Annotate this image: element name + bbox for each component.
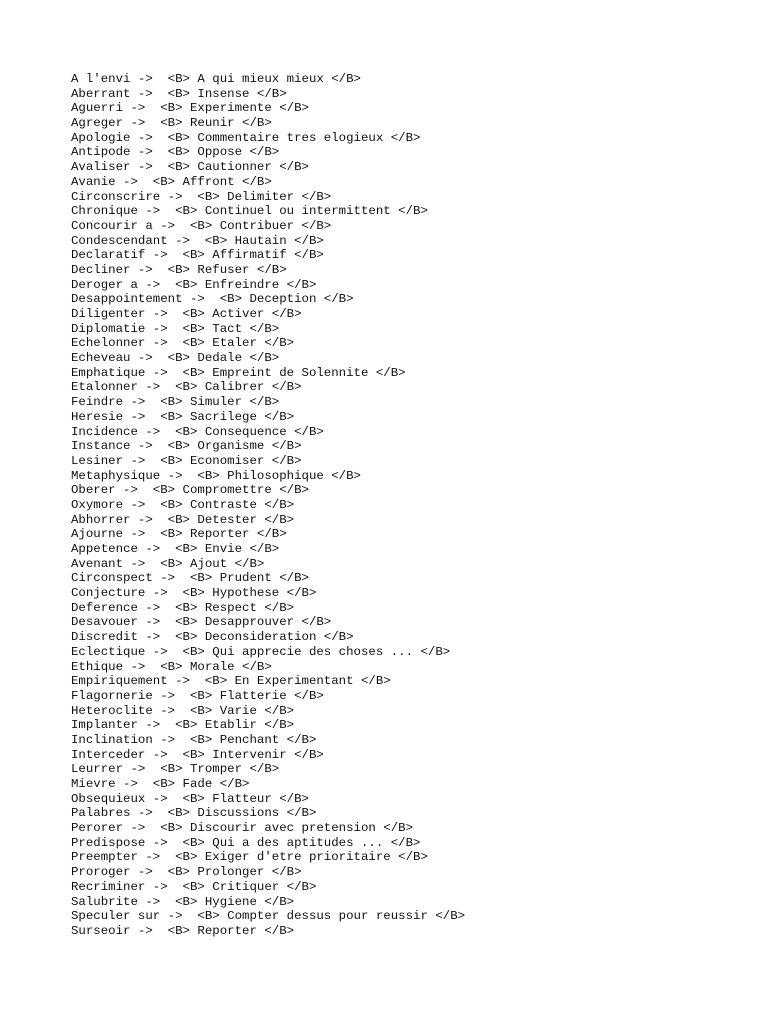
glossary-line: Inclination -> <B> Penchant </B> bbox=[71, 732, 317, 747]
glossary-list bbox=[71, 72, 751, 939]
glossary-line: Agreger -> <B> Reunir </B> bbox=[71, 116, 272, 131]
glossary-line: Aberrant -> <B> Insense </B> bbox=[71, 86, 287, 101]
glossary-line: Instance -> <B> Organisme </B> bbox=[71, 439, 302, 454]
glossary-line: Eclectique -> <B> Qui apprecie des choses ... </B> bbox=[71, 644, 451, 659]
glossary-line: Abhorrer -> <B> Detester </B> bbox=[71, 512, 295, 527]
glossary-line: Ethique -> <B> Morale </B> bbox=[71, 659, 272, 674]
glossary-line: Flagornerie -> <B> Flatterie </B> bbox=[71, 688, 324, 703]
glossary-line: Avenant -> <B> Ajout </B> bbox=[71, 556, 265, 571]
glossary-line: Surseoir -> <B> Reporter </B> bbox=[71, 923, 295, 938]
glossary-line: Aguerri -> <B> Experimente </B> bbox=[71, 101, 309, 116]
glossary-line: Desavouer -> <B> Desapprouver </B> bbox=[71, 615, 332, 630]
glossary-line: Circonscrire -> <B> Delimiter </B> bbox=[71, 189, 332, 204]
glossary-line: Emphatique -> <B> Empreint de Solennite </B> bbox=[71, 365, 406, 380]
glossary-line: Speculer sur -> <B> Compter dessus pour reussir </B> bbox=[71, 909, 466, 924]
glossary-line: Lesiner -> <B> Economiser </B> bbox=[71, 453, 302, 468]
glossary-line: A l'envi -> <B> A qui mieux mieux </B> bbox=[71, 72, 361, 86]
glossary-line: Leurrer -> <B> Tromper </B> bbox=[71, 762, 280, 777]
glossary-line: Interceder -> <B> Intervenir </B> bbox=[71, 747, 324, 762]
glossary-line: Implanter -> <B> Etablir </B> bbox=[71, 718, 295, 733]
glossary-line: Proroger -> <B> Prolonger </B> bbox=[71, 865, 302, 880]
glossary-line: Diplomatie -> <B> Tact </B> bbox=[71, 321, 280, 336]
glossary-line: Apologie -> <B> Commentaire tres elogieux </B> bbox=[71, 130, 421, 145]
glossary-line: Feindre -> <B> Simuler </B> bbox=[71, 395, 280, 410]
glossary-line: Obsequieux -> <B> Flatteur </B> bbox=[71, 791, 309, 806]
glossary-line: Ajourne -> <B> Reporter </B> bbox=[71, 527, 287, 542]
glossary-line: Heresie -> <B> Sacrilege </B> bbox=[71, 409, 295, 424]
glossary-line: Incidence -> <B> Consequence </B> bbox=[71, 424, 324, 439]
glossary-line: Declaratif -> <B> Affirmatif </B> bbox=[71, 248, 324, 263]
glossary-line: Avanie -> <B> Affront </B> bbox=[71, 174, 272, 189]
glossary-line: Avaliser -> <B> Cautionner </B> bbox=[71, 160, 309, 175]
glossary-line: Preempter -> <B> Exiger d'etre prioritaire </B> bbox=[71, 850, 428, 865]
glossary-line: Oxymore -> <B> Contraste </B> bbox=[71, 497, 295, 512]
glossary-line: Predispose -> <B> Qui a des aptitudes ... </B> bbox=[71, 835, 421, 850]
glossary-line: Mievre -> <B> Fade </B> bbox=[71, 777, 250, 791]
glossary-line: Palabres -> <B> Discussions </B> bbox=[71, 806, 317, 821]
glossary-line: Etalonner -> <B> Calibrer </B> bbox=[71, 380, 302, 395]
glossary-line: Metaphysique -> <B> Philosophique </B> bbox=[71, 468, 361, 483]
glossary-line: Conjecture -> <B> Hypothese </B> bbox=[71, 586, 317, 601]
glossary-line: Oberer -> <B> Compromettre </B> bbox=[71, 483, 309, 498]
glossary-line: Desappointement -> <B> Deception </B> bbox=[71, 292, 354, 307]
glossary-line: Decliner -> <B> Refuser </B> bbox=[71, 262, 287, 277]
glossary-line: Chronique -> <B> Continuel ou intermittent </B> bbox=[71, 204, 428, 219]
glossary-line: Heteroclite -> <B> Varie </B> bbox=[71, 703, 295, 718]
glossary-line: Antipode -> <B> Oppose </B> bbox=[71, 145, 280, 160]
glossary-line: Echelonner -> <B> Etaler </B> bbox=[71, 336, 295, 351]
glossary-line: Empiriquement -> <B> En Experimentant </B> bbox=[71, 674, 391, 689]
glossary-line: Diligenter -> <B> Activer </B> bbox=[71, 307, 302, 321]
glossary-line: Salubrite -> <B> Hygiene </B> bbox=[71, 894, 295, 909]
glossary-line: Concourir a -> <B> Contribuer </B> bbox=[71, 218, 332, 233]
glossary-line: Echeveau -> <B> Dedale </B> bbox=[71, 351, 280, 366]
glossary-line: Circonspect -> <B> Prudent </B> bbox=[71, 571, 309, 586]
glossary-line: Deroger a -> <B> Enfreindre </B> bbox=[71, 277, 317, 292]
glossary-line: Deference -> <B> Respect </B> bbox=[71, 600, 295, 615]
glossary-line: Recriminer -> <B> Critiquer </B> bbox=[71, 879, 317, 894]
glossary-line: Condescendant -> <B> Hautain </B> bbox=[71, 233, 324, 248]
glossary-line: Discredit -> <B> Deconsideration </B> bbox=[71, 630, 354, 645]
document-page bbox=[71, 72, 751, 939]
glossary-line: Appetence -> <B> Envie </B> bbox=[71, 542, 280, 556]
glossary-line: Perorer -> <B> Discourir avec pretension </B> bbox=[71, 821, 414, 836]
